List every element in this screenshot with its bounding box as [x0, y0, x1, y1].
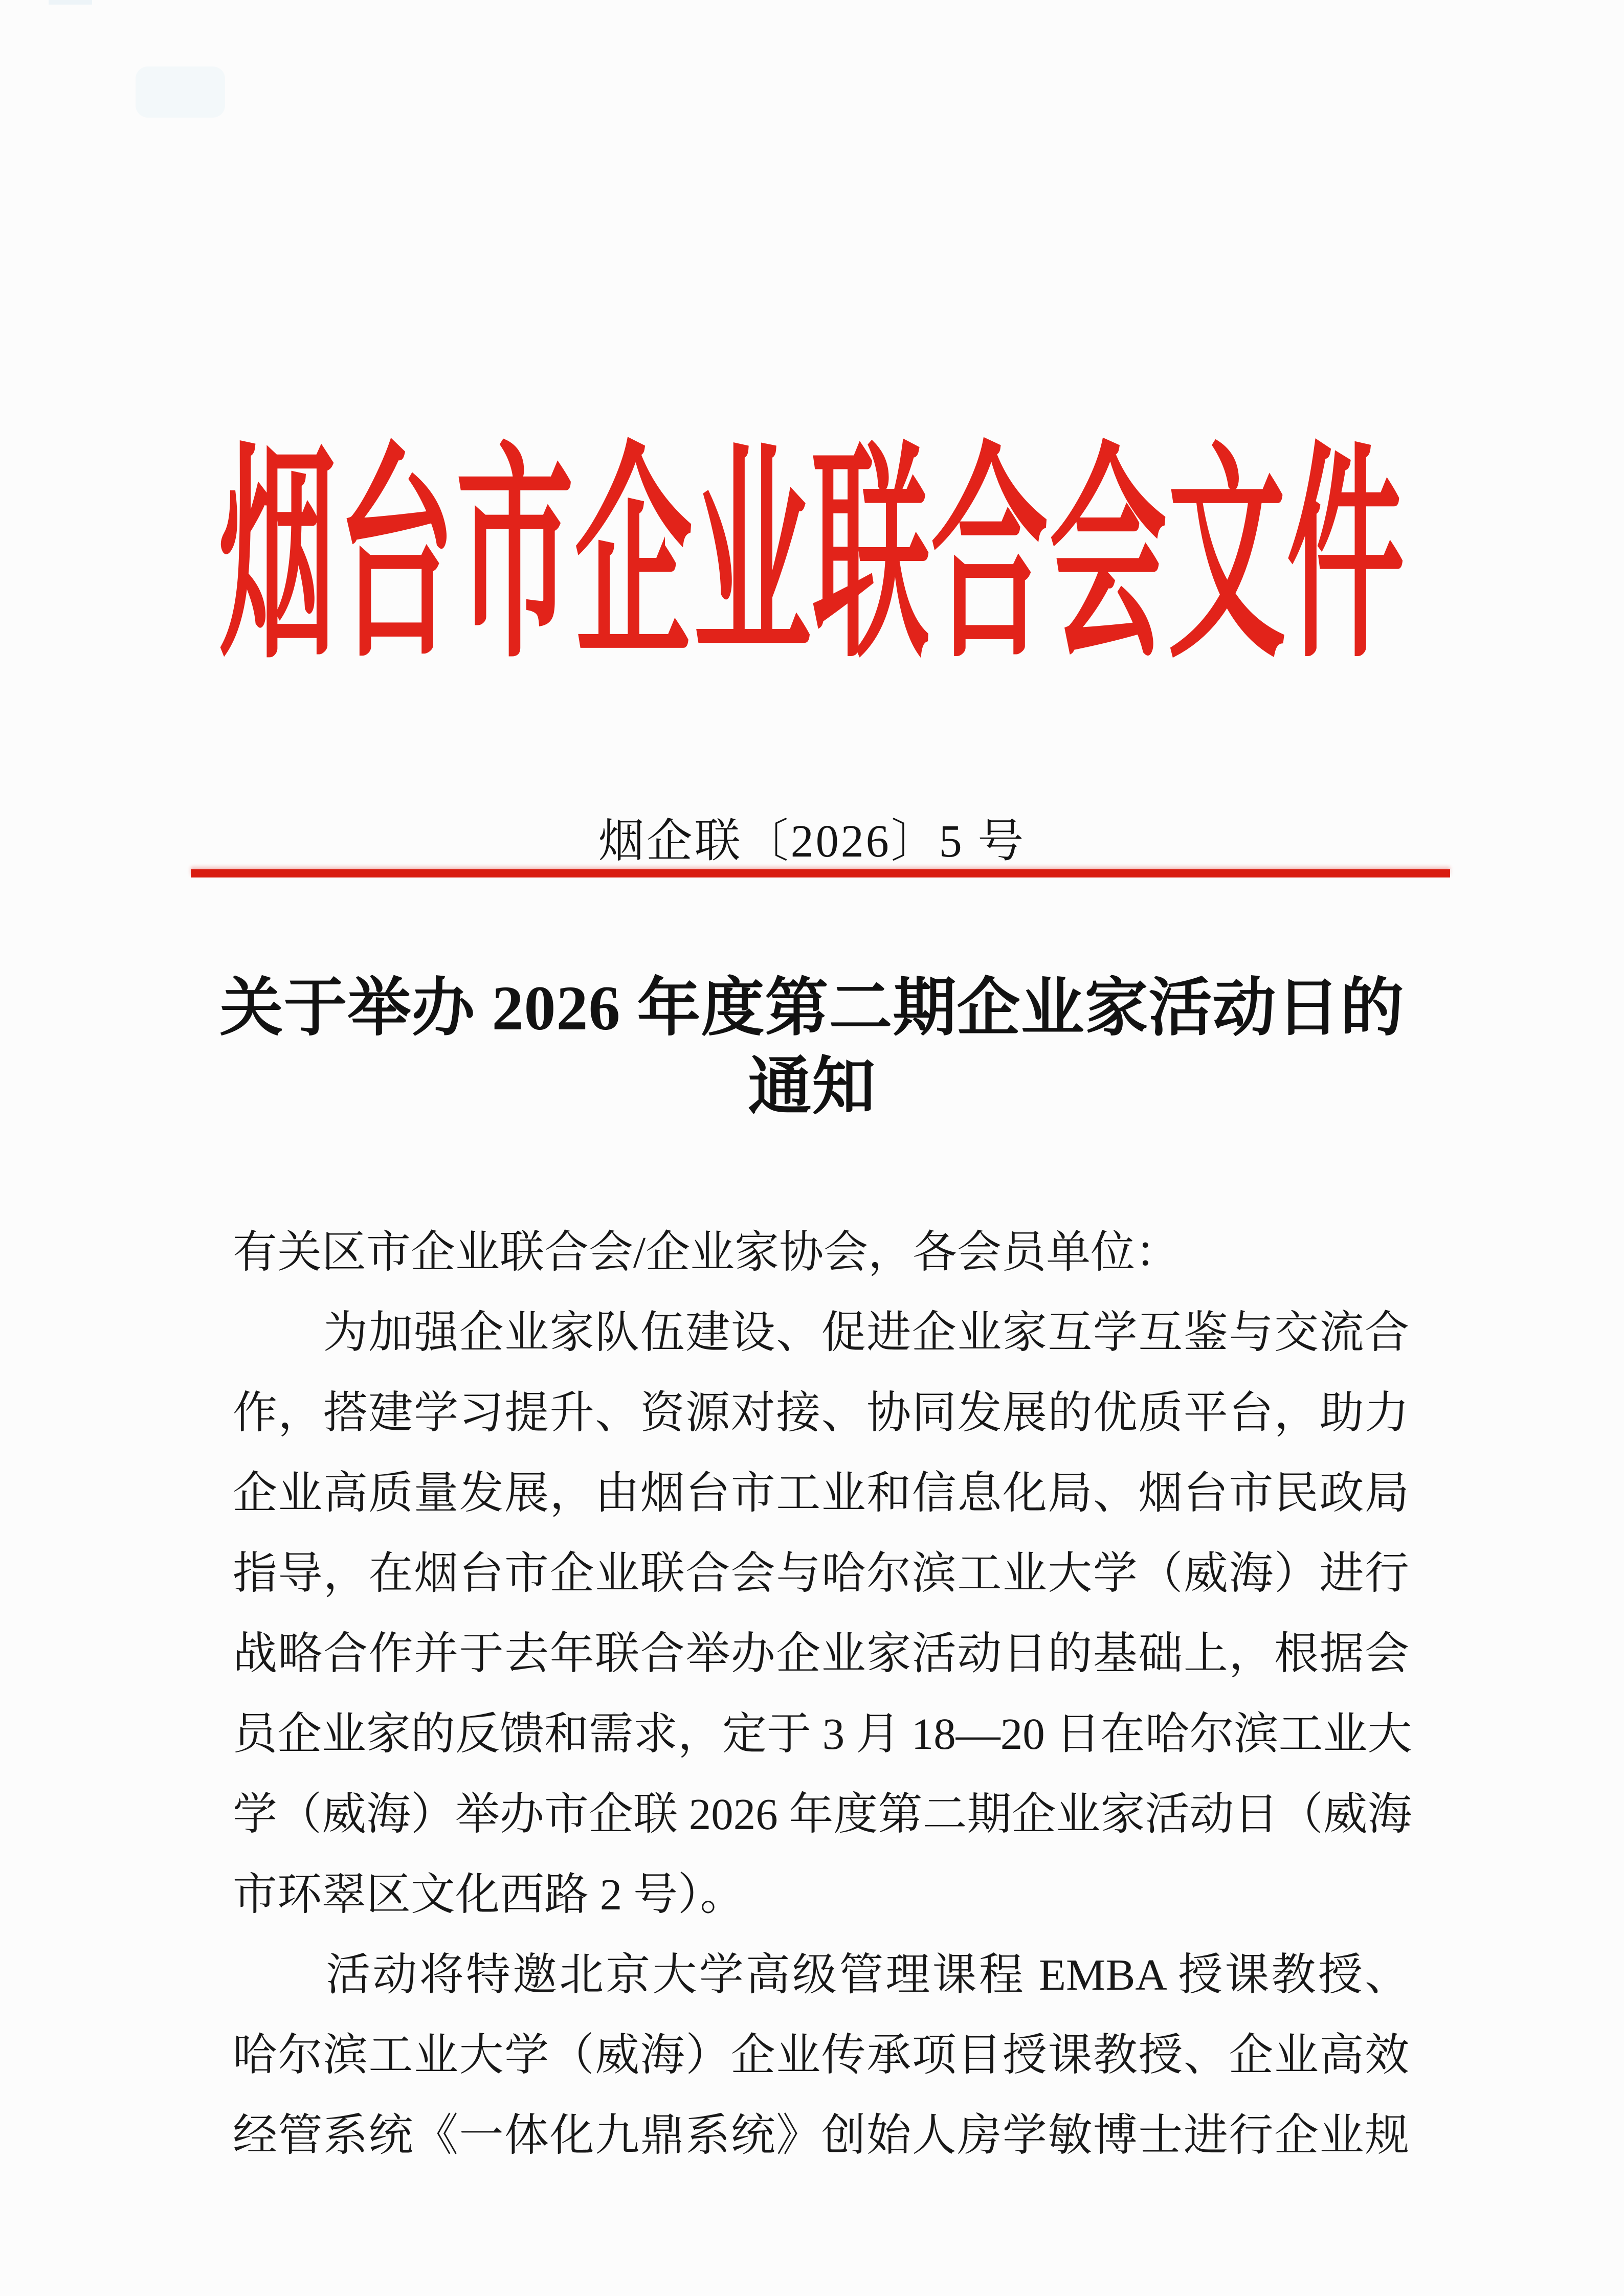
body-line: 哈尔滨工业大学（威海）企业传承项目授课教授、企业高效: [233, 2030, 1409, 2080]
body-text: [233, 1212, 1412, 2175]
doc-number: 烟企联〔2026〕5 号: [598, 816, 1026, 867]
doc-title: [0, 969, 1624, 1127]
doc-title-line-2: 通知: [748, 1052, 876, 1122]
body-line: 学（威海）举办市企联 2026 年度第二期企业家活动日（威海: [233, 1789, 1412, 1839]
body-line: 指导，在烟台市企业联合会与哈尔滨工业大学（威海）进行: [233, 1548, 1409, 1598]
body-line: 战略合作并于去年联合举办企业家活动日的基础上，根据会: [233, 1629, 1409, 1678]
doc-title-line-1: 关于举办 2026 年度第二期企业家活动日的: [219, 973, 1405, 1043]
body-line: 企业高质量发展，由烟台市工业和信息化局、烟台市民政局: [233, 1468, 1409, 1518]
scan-artifact: [49, 0, 92, 5]
body-line-salutation: 有关区市企业联合会/企业家协会，各会员单位：: [233, 1227, 1180, 1277]
body-line: 为加强企业家队伍建设、促进企业家互学互鉴与交流合: [233, 1308, 1409, 1357]
body-line: 活动将特邀北京大学高级管理课程 EMBA 授课教授、: [233, 1950, 1409, 1999]
body-line: 员企业家的反馈和需求，定于 3 月 18—20 日在哈尔滨工业大: [233, 1709, 1412, 1759]
body-line: 市环翠区文化西路 2 号）。: [233, 1870, 745, 1919]
org-banner: [0, 382, 1624, 689]
body-line: 作，搭建学习提升、资源对接、协同发展的优质平台，助力: [233, 1388, 1409, 1437]
org-banner-title: 烟台市企业联合会文件: [218, 430, 1406, 685]
scan-artifact: [136, 66, 225, 118]
body-line: 经管系统《一体化九鼎系统》创始人房学敏博士进行企业规: [233, 2110, 1409, 2160]
red-divider-line: [191, 869, 1450, 877]
